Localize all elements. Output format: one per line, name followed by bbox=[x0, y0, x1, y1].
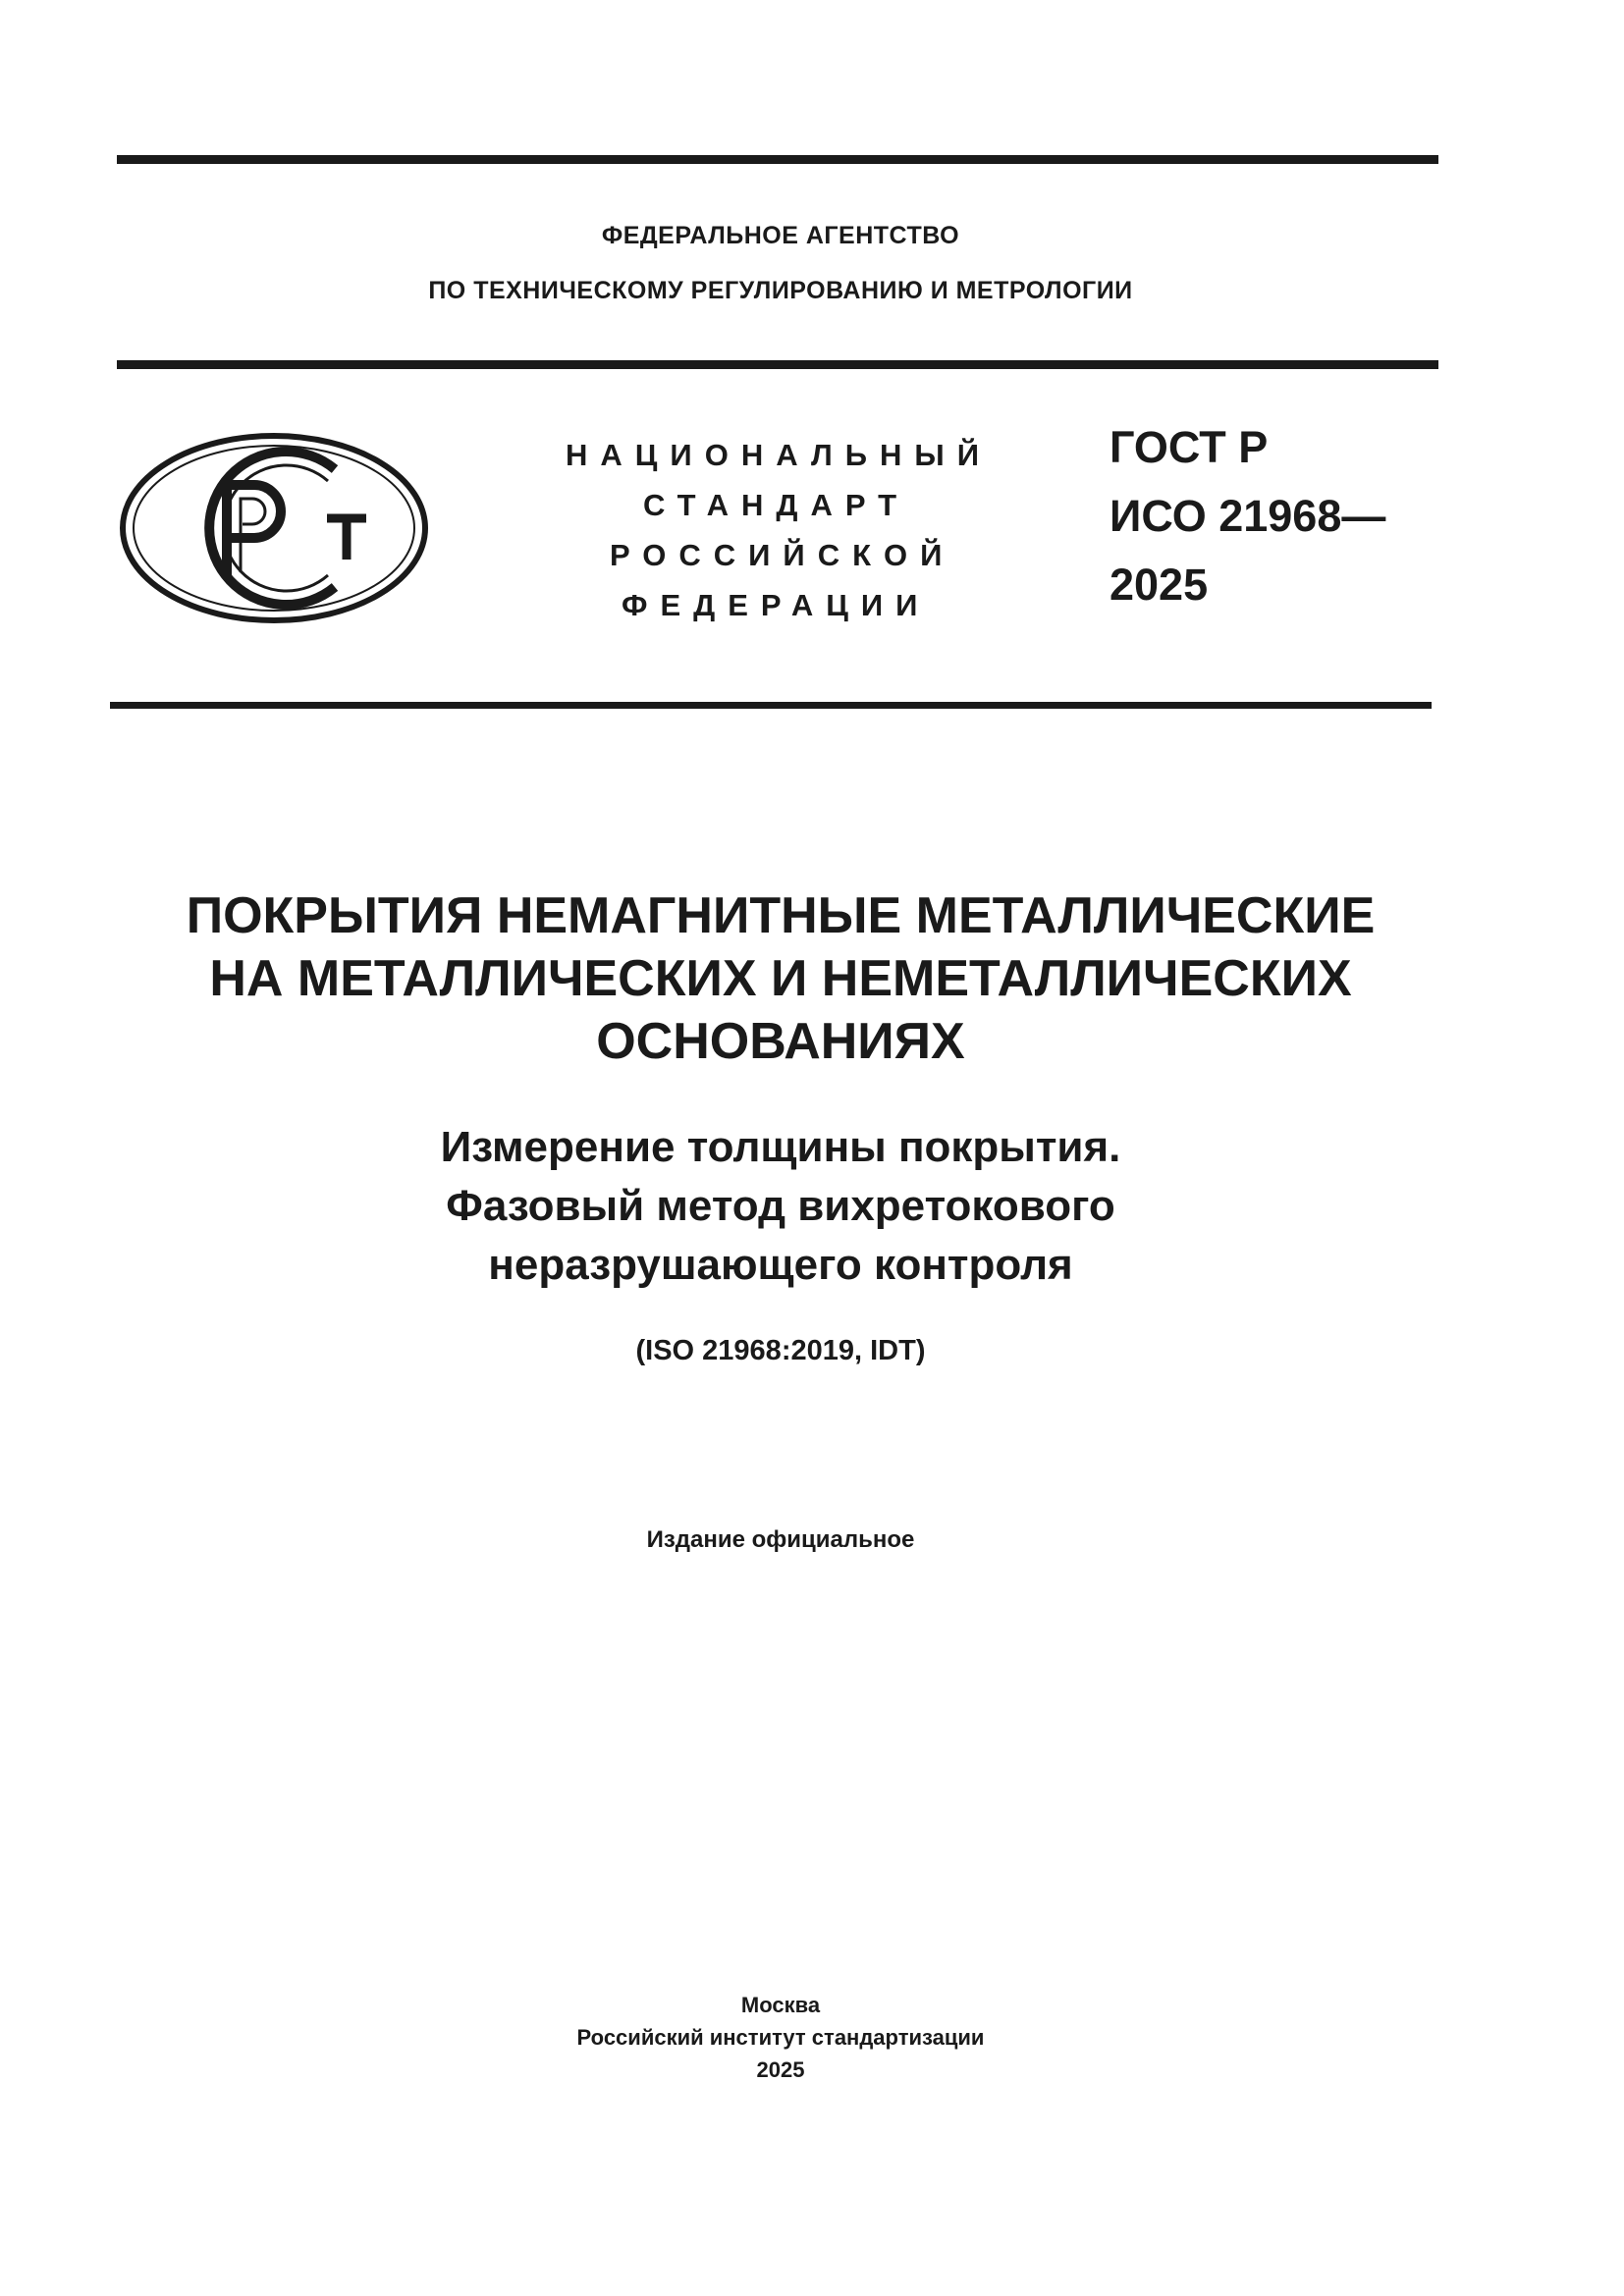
national-standard-line-4: ФЕДЕРАЦИИ bbox=[622, 588, 931, 622]
subtitle-line-3: неразрушающего контроля bbox=[488, 1241, 1073, 1289]
lower-rule bbox=[110, 702, 1432, 709]
publisher-organization: Российский институт стандартизации bbox=[576, 2025, 985, 2050]
agency-line-2: ПО ТЕХНИЧЕСКОМУ РЕГУЛИРОВАНИЮ И МЕТРОЛОГИИ bbox=[428, 277, 1133, 304]
subtitle-line-1: Измерение толщины покрытия. bbox=[440, 1123, 1121, 1171]
top-rule bbox=[117, 155, 1438, 164]
agency-line-1: ФЕДЕРАЛЬНОЕ АГЕНТСТВО bbox=[601, 222, 960, 249]
national-standard-line-2: СТАНДАРТ bbox=[643, 488, 910, 522]
designation-line-3: 2025 bbox=[1110, 560, 1209, 610]
title-line-2: НА МЕТАЛЛИЧЕСКИХ И НЕМЕТАЛЛИЧЕСКИХ bbox=[209, 950, 1352, 1007]
subtitle-line-2: Фазовый метод вихретокового bbox=[446, 1182, 1115, 1230]
publisher-city: Москва bbox=[740, 1993, 821, 2017]
title-line-3: ОСНОВАНИЯХ bbox=[596, 1013, 965, 1070]
designation-line-2: ИСО 21968— bbox=[1110, 491, 1386, 541]
national-standard-line-1: НАЦИОНАЛЬНЫЙ bbox=[566, 438, 993, 472]
rst-logo-icon bbox=[117, 430, 431, 626]
designation-line-1: ГОСТ Р bbox=[1110, 422, 1269, 472]
title-line-1: ПОКРЫТИЯ НЕМАГНИТНЫЕ МЕТАЛЛИЧЕСКИЕ bbox=[186, 887, 1376, 944]
iso-reference: (ISO 21968:2019, IDT) bbox=[635, 1335, 926, 1366]
middle-rule bbox=[117, 360, 1438, 369]
publication-year: 2025 bbox=[756, 2057, 805, 2082]
national-standard-line-3: РОССИЙСКОЙ bbox=[610, 538, 955, 572]
edition-note: Издание официальное bbox=[646, 1526, 915, 1553]
